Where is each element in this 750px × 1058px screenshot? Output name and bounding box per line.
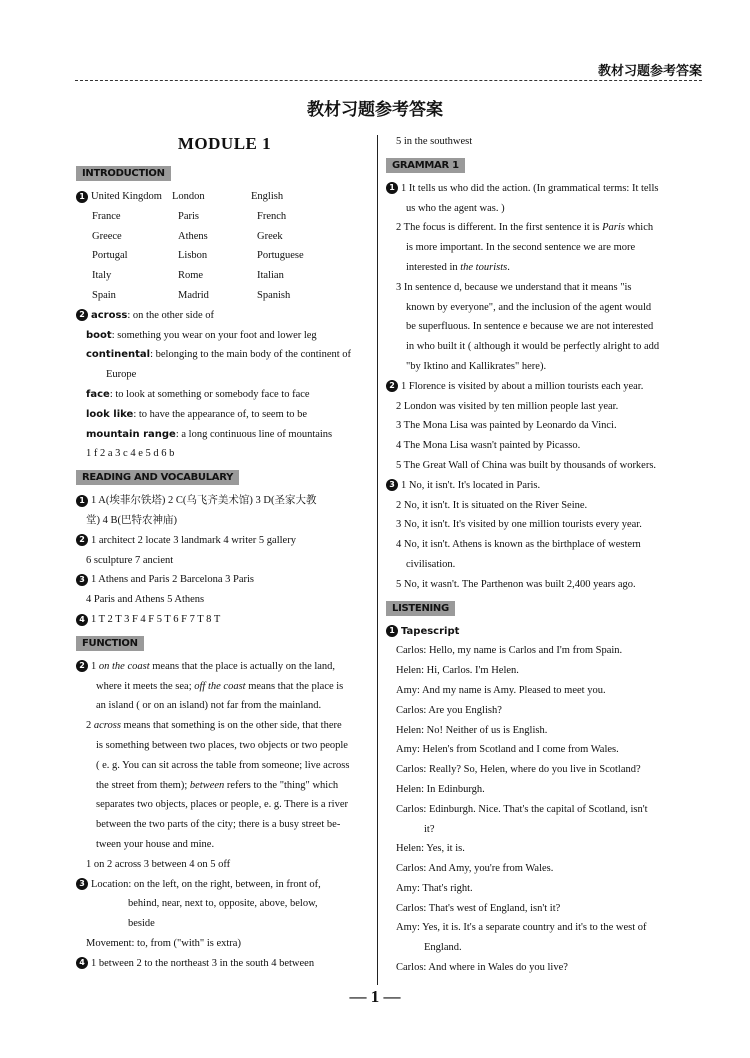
answer-line: 4 No, it isn't. Athens is known as the birthplace of western	[396, 539, 641, 551]
dialogue-line: Carlos: Are you English?	[396, 704, 502, 716]
cell: 1 United Kingdom	[76, 187, 172, 207]
number-marker-1: 1	[76, 191, 88, 203]
answer-line: 2 No, it isn't. It is situated on the River Seine.	[396, 499, 588, 511]
answer-line: 3 1 Athens and Paris 2 Barcelona 3 Paris	[76, 570, 373, 590]
dialogue-line: Helen: In Edinburgh.	[396, 783, 485, 795]
left-column	[76, 132, 373, 973]
tapescript-heading: 1 Tapescript	[386, 622, 690, 642]
answer-line: 5 in the southwest	[396, 136, 473, 147]
country-table	[76, 187, 373, 306]
answer-line: 2 London was visited by ten million people last year.	[396, 400, 619, 412]
answer-line: where it meets the sea; off the coast means that the place is	[96, 680, 344, 692]
vocab-item: 2 across: on the other side of	[76, 306, 373, 326]
right-column	[386, 132, 690, 978]
answer-line: 1 1 A(埃菲尔铁塔) 2 C(乌飞齐美术馆) 3 D(圣家大教	[76, 491, 373, 511]
number-marker-2: 2	[76, 309, 88, 321]
dialogue-line: Amy: Yes, it is. It's a separate country and it's to the west of	[396, 922, 647, 934]
page-title: 教材习题参考答案	[307, 100, 443, 120]
vocab-item: continental: belonging to the main body of the continent of	[86, 349, 352, 361]
dialogue-line: England.	[424, 942, 462, 954]
country-row: Spain Madrid Spanish	[92, 289, 291, 301]
answer-line: 堂) 4 B(巴特农神庙)	[86, 514, 177, 526]
dialogue-line: Carlos: Edinburgh. Nice. That's the capital of Scotland, isn't	[396, 803, 648, 815]
answer-line: in who built it ( although it would be perfectly alright to add	[406, 341, 660, 353]
vocab-item: boot: something you wear on your foot and lower leg	[86, 329, 317, 341]
answer-line: 2 1 on the coast means that the place is actually on the land,	[76, 657, 373, 677]
dialogue-line: Helen: Hi, Carlos. I'm Helen.	[396, 665, 519, 677]
country-row: Portugal Lisbon Portuguese	[92, 250, 304, 262]
answer-line: 3 Location: on the left, on the right, between, in front of,	[76, 875, 373, 895]
section-function: FUNCTION	[76, 636, 144, 651]
header-rule	[75, 80, 702, 81]
dialogue-line: Carlos: And Amy, you're from Wales.	[396, 863, 554, 875]
answer-line: ( e. g. You can sit across the table from someone; live across	[96, 759, 350, 771]
vocab-item: look like: to have the appearance of, to seem to be	[86, 408, 308, 420]
dialogue-line: Helen: No! Neither of us is English.	[396, 724, 548, 736]
answer-line: tween your house and mine.	[96, 838, 215, 850]
dialogue-line: Amy: Helen's from Scotland and I come from Wales.	[396, 744, 619, 756]
answer-line: the street from them); between refers to the "thing" which	[96, 779, 339, 791]
column-divider	[377, 135, 378, 985]
dialogue-line: Carlos: And where in Wales do you live?	[396, 962, 568, 974]
section-grammar-1: GRAMMAR 1	[386, 158, 465, 173]
answer-line: behind, near, next to, opposite, above, below,	[128, 898, 318, 910]
answer-line: interested in the tourists.	[406, 261, 510, 273]
vocab-item: mountain range: a long continuous line of mountains	[86, 428, 333, 440]
answer-line: us who the agent was. )	[406, 202, 505, 214]
answer-line: between the two parts of the city; there is a busy street be-	[96, 819, 341, 831]
running-header: 教材习题参考答案	[597, 64, 702, 79]
answer-line: 5 No, it wasn't. The Parthenon was built 2,400 years ago.	[396, 578, 636, 590]
answer-line: 3 In sentence d, because we understand that it means "is	[396, 281, 632, 293]
answer-line: 4 Paris and Athens 5 Athens	[86, 594, 205, 606]
country-row: Greece Athens Greek	[92, 230, 283, 242]
module-title: MODULE 1	[177, 134, 272, 153]
answer-line: 2 1 architect 2 locate 3 landmark 4 writer 5 gallery	[76, 531, 373, 551]
answer-line: "by Iktino and Kallikrates" here).	[406, 360, 547, 372]
answer-line: separates two objects, places or people, e. g. There is a river	[96, 799, 348, 811]
answer-line: an island ( or on an island) not far from the mainland.	[96, 700, 322, 712]
answer-line: 3 1 No, it isn't. It's located in Paris.	[386, 476, 690, 496]
answer-line: 1 on 2 across 3 between 4 on 5 off	[86, 858, 231, 870]
dialogue-line: Carlos: Really? So, Helen, where do you live in Scotland?	[396, 764, 641, 776]
country-row: France Paris French	[92, 210, 287, 222]
vocab-item-continued: Europe	[106, 369, 137, 381]
dialogue-line: Amy: And my name is Amy. Pleased to meet you.	[396, 684, 606, 696]
answer-line: 4 1 between 2 to the northeast 3 in the south 4 between	[76, 954, 373, 974]
answer-line: be superfluous. In sentence e because we are not interested	[406, 321, 654, 333]
dialogue-line: it?	[424, 823, 435, 835]
answer-line: 5 The Great Wall of China was built by thousands of workers.	[396, 459, 657, 471]
section-listening: LISTENING	[386, 601, 455, 616]
dialogue	[386, 641, 690, 978]
answer-line: 2 1 Florence is visited by about a million tourists each year.	[386, 377, 690, 397]
dialogue-line: Carlos: That's west of England, isn't it?	[396, 902, 561, 914]
answer-line: civilisation.	[406, 558, 456, 570]
cell: English	[251, 191, 284, 202]
answer-line: 4 The Mona Lisa wasn't painted by Picasso.	[396, 440, 581, 452]
answer-line: is more important. In the second sentence we are more	[406, 242, 636, 254]
answer-line: 2 The focus is different. In the first sentence it is Paris which	[396, 222, 654, 234]
dialogue-line: Helen: Yes, it is.	[396, 843, 465, 855]
cell: London	[172, 191, 205, 202]
answer-line: known by everyone", and the inclusion of the agent would	[406, 301, 652, 313]
answer-line: Movement: to, from ("with" is extra)	[86, 937, 241, 949]
country-row	[76, 187, 373, 207]
vocab-list	[76, 306, 373, 464]
dialogue-line: Carlos: Hello, my name is Carlos and I'm from Spain.	[396, 645, 623, 657]
dialogue-line: Amy: That's right.	[396, 882, 473, 894]
page-number: — 1 —	[349, 987, 401, 1006]
answer-line: 3 The Mona Lisa was painted by Leonardo da Vinci.	[396, 420, 617, 432]
answer-line: 1 f 2 a 3 c 4 e 5 d 6 b	[86, 448, 175, 460]
answer-line: 2 across means that something is on the other side, that there	[86, 720, 342, 732]
answer-line: 3 No, it isn't. It's visited by one million tourists every year.	[396, 519, 642, 531]
country-row: Italy Rome Italian	[92, 270, 284, 282]
answer-line: 6 sculpture 7 ancient	[86, 554, 174, 566]
section-reading-vocabulary: READING AND VOCABULARY	[76, 470, 239, 485]
vocab-item: face: to look at something or somebody face to face	[86, 388, 310, 400]
answer-line: is something between two places, two objects or two people	[96, 739, 348, 751]
answer-line: 1 1 It tells us who did the action. (In grammatical terms: It tells	[386, 179, 690, 199]
answer-line: 4 1 T 2 T 3 F 4 F 5 T 6 F 7 T 8 T	[76, 610, 373, 630]
answer-line: beside	[128, 918, 155, 930]
section-introduction: INTRODUCTION	[76, 166, 171, 181]
